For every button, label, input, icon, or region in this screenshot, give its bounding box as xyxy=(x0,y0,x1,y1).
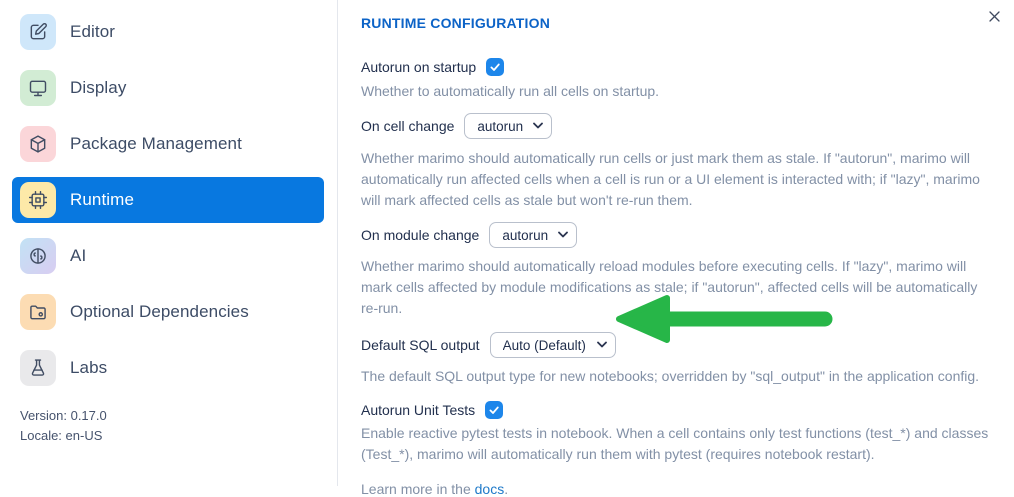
field-default-sql-output xyxy=(361,332,1014,358)
sidebar-item-runtime[interactable] xyxy=(12,177,324,223)
field-description: The default SQL output type for new notebooks; overridden by "sql_output" in the application config. xyxy=(361,368,980,384)
default-sql-output-select-control[interactable] xyxy=(490,332,616,358)
field-description: Whether to automatically run all cells on startup. xyxy=(361,83,660,99)
field-label: On cell change xyxy=(361,118,455,134)
sidebar-item-label: AI xyxy=(70,246,87,265)
sidebar-item-label: Package Management xyxy=(70,134,242,153)
learn-more-text xyxy=(361,481,1014,497)
field-label: Default SQL output xyxy=(361,337,480,353)
sidebar-item-package-management[interactable] xyxy=(12,121,324,167)
locale-label: Locale: en-US xyxy=(20,428,103,443)
default-sql-output-select[interactable] xyxy=(490,332,616,358)
autorun-on-startup-checkbox[interactable] xyxy=(486,58,504,76)
settings-sidebar xyxy=(0,0,338,486)
runtime-settings-panel xyxy=(338,0,1014,497)
sidebar-item-optional-dependencies[interactable] xyxy=(12,289,324,335)
autorun-unit-tests-checkbox[interactable] xyxy=(485,401,503,419)
package-icon xyxy=(20,126,56,162)
sidebar-item-label: Runtime xyxy=(70,190,135,209)
on-module-change-select-control[interactable] xyxy=(489,222,577,248)
field-label: Autorun on startup xyxy=(361,59,477,75)
check-icon xyxy=(488,404,500,416)
field-on-cell-change xyxy=(361,113,1014,139)
sidebar-item-label: Editor xyxy=(70,22,116,41)
sidebar-item-label: Labs xyxy=(70,358,108,377)
field-description: Whether marimo should automatically reload modules before executing cells. If "lazy", marimo will mark cells affected by module modifications as stale; if "autorun", affected cells will be automatically re-run. xyxy=(361,258,978,316)
field-description: Whether marimo should automatically run cells or just mark them as stale. If "autorun", marimo will automatically run affected cells when a cell is run or a UI element is interacted with; if "lazy", marimo will mark affected cells as stale but won't re-run them. xyxy=(361,150,980,208)
sidebar-item-ai[interactable] xyxy=(12,233,324,279)
flask-icon xyxy=(20,350,56,386)
sidebar-item-label: Display xyxy=(70,78,127,97)
sidebar-item-labs[interactable] xyxy=(12,345,324,391)
docs-link[interactable]: docs xyxy=(474,481,505,497)
sidebar-item-label: Optional Dependencies xyxy=(70,302,249,321)
on-cell-change-select[interactable] xyxy=(464,113,552,139)
close-icon[interactable] xyxy=(986,8,1002,24)
cpu-icon xyxy=(20,182,56,218)
on-cell-change-select-control[interactable] xyxy=(464,113,552,139)
panel-title: RUNTIME CONFIGURATION xyxy=(361,15,551,31)
settings-nav xyxy=(0,9,337,391)
sidebar-item-display[interactable] xyxy=(12,65,324,111)
field-label: Autorun Unit Tests xyxy=(361,402,476,418)
field-label: On module change xyxy=(361,227,480,243)
learn-more-prefix: Learn more in the xyxy=(361,481,475,497)
on-module-change-select[interactable] xyxy=(489,222,577,248)
check-icon xyxy=(489,61,501,73)
field-description: Enable reactive pytest tests in notebook. When a cell contains only test functions (test_*) and classes (Test_*), marimo will automatically run them with pytest (requires notebook restart). xyxy=(361,425,989,462)
square-pen-icon xyxy=(20,14,56,50)
monitor-icon xyxy=(20,70,56,106)
learn-more-suffix: . xyxy=(504,481,509,497)
folder-dot-icon xyxy=(20,294,56,330)
version-label: Version: 0.17.0 xyxy=(20,408,107,423)
field-on-module-change xyxy=(361,222,1014,248)
field-autorun-on-startup xyxy=(361,57,1014,77)
sidebar-item-editor[interactable] xyxy=(12,9,324,55)
brain-icon xyxy=(20,238,56,274)
field-autorun-unit-tests xyxy=(361,400,1014,420)
